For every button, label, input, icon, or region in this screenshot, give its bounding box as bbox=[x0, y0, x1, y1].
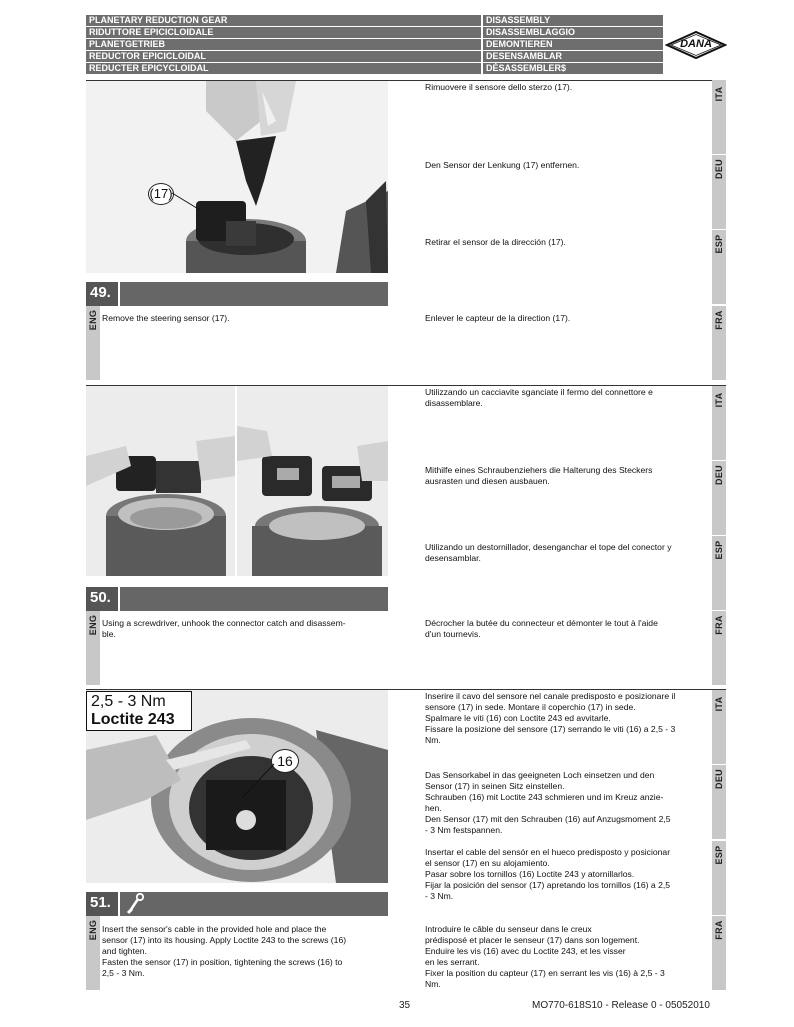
step50-eng-text: Using a screwdriver, unhook the connector catch and disassem- ble. bbox=[102, 618, 346, 639]
step51-fra-text: Introduire le câble du senseur dans le creux prédisposé et placer le senseur (17) dans son logement. Enduire les vis (16) avec du Loctite 243, et les visser en les serrant. Fixer la position du capteur (17) en serrant les vis (16) à 2,5 - 3 Nm. bbox=[425, 924, 665, 989]
header-op-it: DISASSEMBLAGGIO bbox=[483, 27, 663, 39]
step51-lang-deu: DEU bbox=[712, 765, 726, 839]
step51-ita-text: Inserire il cavo del sensore nel canale predisposto e posizionare il sensore (17) in sede. Montare il coperchio (17) in sede. Spalmare le viti (16) con Loctite 243 ed avvitarle. Fissare la posizione del sensore (17) serrando le viti (16) a 2,5 - 3 Nm. bbox=[425, 691, 676, 745]
header-op-es: DESENSAMBLAR bbox=[483, 51, 663, 63]
step51-eng-text: Insert the sensor's cable in the provided hole and place the sensor (17) into its housing. Apply Loctite 243 to the screws (16) and tighten. Fasten the sensor (17) in position, tightening the screws (16) to 2,5 - 3 Nm. bbox=[102, 924, 347, 978]
step49-callout-17: (17) bbox=[148, 183, 174, 205]
step49-lang-deu: DEU bbox=[712, 155, 726, 229]
torque-wrench-icon bbox=[124, 893, 148, 915]
step50-bar bbox=[120, 587, 388, 611]
step49-ita-text: Rimuovere il sensore dello sterzo (17). bbox=[425, 82, 573, 92]
step49-leader-line bbox=[170, 190, 210, 214]
header-op-de: DEMONTIEREN bbox=[483, 39, 663, 51]
step50-photo-left bbox=[86, 386, 235, 576]
step50-esp-text: Utilizando un destornillador, desenganchar el tope del conector y desensamblar. bbox=[425, 542, 672, 563]
step51-deu-text: Das Sensorkabel in das geeigneten Loch einsetzen und den Sensor (17) in seinen Sitz einstellen. Schrauben (16) mit Loctite 243 schmieren und im Kreuz anzie- hen. Den Sensor (17) mit den Schrauben (16) auf Anzugsmoment 2,5 - 3 Nm festspannen. bbox=[425, 770, 671, 835]
step49-lang-fra: FRA bbox=[712, 306, 726, 380]
step51-lang-eng: ENG bbox=[86, 916, 100, 990]
step50-lang-deu: DEU bbox=[712, 461, 726, 535]
step50-lang-eng: ENG bbox=[86, 611, 100, 685]
step50-lang-ita: ITA bbox=[712, 386, 726, 460]
step51-lang-esp: ESP bbox=[712, 841, 726, 915]
step51-compound: Loctite 243 bbox=[91, 711, 175, 728]
step50-number: 50. bbox=[86, 587, 118, 611]
step49-bar bbox=[120, 282, 388, 306]
logo-text: DANA bbox=[680, 38, 712, 50]
header-op-en: DISASSEMBLY bbox=[483, 15, 663, 27]
page-number: 35 bbox=[399, 1000, 411, 1011]
header-op-fr: DÉSASSEMBLER$ bbox=[483, 63, 663, 75]
step50-photo-right bbox=[237, 386, 388, 576]
step50-deu-text: Mithilfe eines Schraubenziehers die Halterung des Steckers ausrasten und diesen ausbauen. bbox=[425, 465, 653, 486]
document-reference: MO770-618S10 - Release 0 - 05052010 bbox=[532, 1000, 710, 1011]
step51-leader-line bbox=[238, 762, 278, 802]
step49-lang-ita: ITA bbox=[712, 80, 726, 154]
step51-lang-ita: ITA bbox=[712, 690, 726, 764]
step50-ita-text: Utilizzando un cacciavite sganciate il fermo del connettore e disassemblare. bbox=[425, 387, 653, 408]
step50-fra-text: Décrocher la butée du connecteur et démonter le tout à l'aide d'un tournevis. bbox=[425, 618, 658, 639]
header-title-it: RIDUTTORE EPICICLOIDALE bbox=[86, 27, 481, 39]
step49-esp-text: Retirar el sensor de la dirección (17). bbox=[425, 237, 566, 247]
header-title-es: REDUCTOR EPICICLOIDAL bbox=[86, 51, 481, 63]
step49-number: 49. bbox=[86, 282, 118, 306]
dana-logo bbox=[665, 30, 727, 60]
step51-number: 51. bbox=[86, 892, 118, 916]
step49-photo bbox=[86, 81, 388, 273]
step49-fra-text: Enlever le capteur de la direction (17). bbox=[425, 313, 571, 323]
step51-torque-value: 2,5 - 3 Nm bbox=[91, 693, 166, 710]
step51-callout-16: 16 bbox=[271, 749, 299, 773]
step49-lang-eng: ENG bbox=[86, 306, 100, 380]
header-title-fr: REDUCTER EPICYCLOIDAL bbox=[86, 63, 481, 75]
step51-torque-box bbox=[86, 691, 192, 731]
step50-lang-esp: ESP bbox=[712, 536, 726, 610]
step51-lang-fra: FRA bbox=[712, 916, 726, 990]
header-title-de: PLANETGETRIEB bbox=[86, 39, 481, 51]
step49-lang-esp: ESP bbox=[712, 230, 726, 304]
step49-eng-text: Remove the steering sensor (17). bbox=[102, 313, 230, 323]
step51-bar bbox=[120, 892, 388, 916]
step49-deu-text: Den Sensor der Lenkung (17) entfernen. bbox=[425, 160, 580, 170]
step51-esp-text: Insertar el cable del sensór en el hueco predisposto y posicionar el sensor (17) en su alojamiento. Pasar sobre los tornillos (16) Loctite 243 y atornillarlos. Fijar la posición del sensor (17) apretando los tornillos (16) a 2,5 - 3 Nm. bbox=[425, 847, 671, 901]
header-title-en: PLANETARY REDUCTION GEAR bbox=[86, 15, 481, 27]
step50-lang-fra: FRA bbox=[712, 611, 726, 685]
